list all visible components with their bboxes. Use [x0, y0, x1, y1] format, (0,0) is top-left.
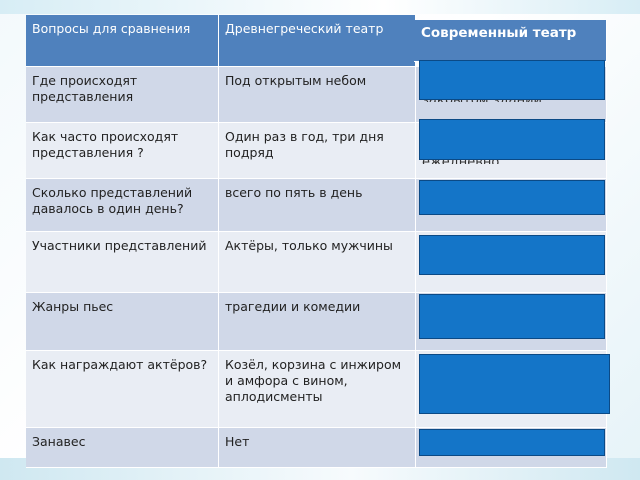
row-7-question: Занавес [26, 428, 219, 468]
answer-cover-1[interactable] [419, 60, 605, 100]
answer-cover-3[interactable] [419, 180, 605, 215]
row-6-question: Как награждают актёров? [26, 351, 219, 428]
row-2-ancient: Один раз в год, три дня подряд [219, 123, 416, 179]
row-6-ancient: Козёл, корзина с инжиром и амфора с вином, аплодисменты [219, 351, 416, 428]
row-2-question: Как часто происходят представления ? [26, 123, 219, 179]
slide-decoration-top [0, 0, 640, 14]
row-1-ancient: Под открытым небом [219, 67, 416, 123]
row-3-ancient: всего по пять в день [219, 179, 416, 232]
row-5-ancient: трагедии и комедии [219, 293, 416, 351]
row-1-question: Где происходят представления [26, 67, 219, 123]
answer-cover-2[interactable] [419, 119, 605, 160]
row-3-question: Сколько представлений давалось в один день? [26, 179, 219, 232]
answer-cover-6[interactable] [419, 354, 610, 414]
row-4-ancient: Актёры, только мужчины [219, 232, 416, 293]
row-5-question: Жанры пьес [26, 293, 219, 351]
header-questions: Вопросы для сравнения [26, 15, 219, 67]
answer-cover-4[interactable] [419, 235, 605, 275]
row-7-ancient: Нет [219, 428, 416, 468]
header-modern-theatre: Современный театр [414, 20, 607, 62]
answer-cover-5[interactable] [419, 294, 605, 339]
header-ancient-theatre: Древнегреческий театр [219, 15, 416, 67]
row-4-question: Участники представлений [26, 232, 219, 293]
answer-cover-7[interactable] [419, 429, 605, 456]
